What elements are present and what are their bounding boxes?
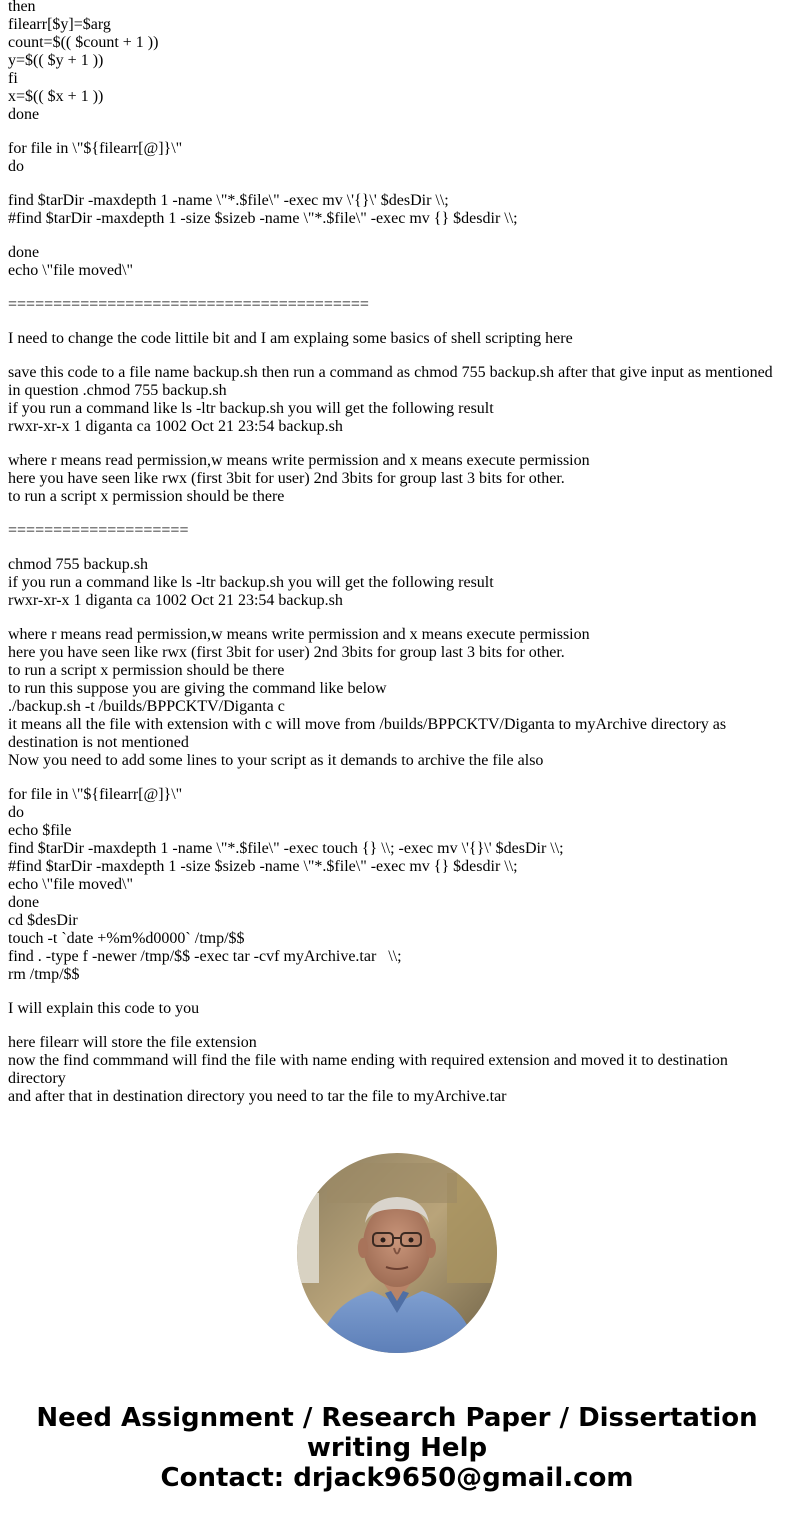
text-line: for file in \"${filearr[@]}\" bbox=[8, 786, 183, 803]
paragraph bbox=[8, 330, 784, 348]
text-line: do bbox=[8, 158, 24, 175]
text-line: chmod 755 backup.sh bbox=[8, 556, 148, 573]
text-line: I need to change the code littile bit and I am explaing some basics of shell scripting here bbox=[8, 330, 573, 347]
text-line: find . -type f -newer /tmp/$$ -exec tar -cvf myArchive.tar \\; bbox=[8, 948, 402, 965]
paragraph bbox=[8, 786, 784, 984]
text-line: if you run a command like ls -ltr backup.sh you will get the following result bbox=[8, 574, 494, 591]
text-line: echo \"file moved\" bbox=[8, 262, 134, 279]
text-line: touch -t `date +%m%d0000` /tmp/$$ bbox=[8, 930, 245, 947]
paragraph bbox=[8, 244, 784, 280]
text-line: done bbox=[8, 106, 40, 123]
text-line: #find $tarDir -maxdepth 1 -size $sizeb -name \"*.$file\" -exec mv {} $desdir \\; bbox=[8, 858, 518, 875]
text-line: find $tarDir -maxdepth 1 -name \"*.$file\" -exec touch {} \\; -exec mv \'{}\' $desDir \\; bbox=[8, 840, 564, 857]
paragraph bbox=[8, 192, 784, 228]
paragraph bbox=[8, 1000, 784, 1018]
author-avatar bbox=[297, 1153, 497, 1353]
text-line: ==================== bbox=[8, 522, 189, 539]
text-line: done bbox=[8, 244, 40, 261]
paragraph bbox=[8, 522, 784, 540]
text-line: filearr[$y]=$arg bbox=[8, 16, 111, 33]
text-line: cd $desDir bbox=[8, 912, 78, 929]
paragraph bbox=[8, 296, 784, 314]
text-line: fi bbox=[8, 70, 18, 87]
text-line: it means all the file with extension with c will move from /builds/BPPCKTV/Diganta to myArchive directory as destination is not mentioned bbox=[8, 716, 731, 751]
text-line: find $tarDir -maxdepth 1 -name \"*.$file\" -exec mv \'{}\' $desDir \\; bbox=[8, 192, 449, 209]
answer-body bbox=[8, 0, 784, 1122]
text-line: here you have seen like rwx (first 3bit for user) 2nd 3bits for group last 3 bits for other. bbox=[8, 470, 565, 487]
promo-contact: Contact: drjack9650@gmail.com bbox=[160, 1463, 634, 1493]
text-line: for file in \"${filearr[@]}\" bbox=[8, 140, 183, 157]
promo-line-2: writing Help bbox=[306, 1433, 488, 1463]
text-line: ./backup.sh -t /builds/BPPCKTV/Diganta c bbox=[8, 698, 285, 715]
portrait-photo-icon bbox=[297, 1153, 497, 1353]
paragraph bbox=[8, 626, 784, 770]
text-line: Now you need to add some lines to your script as it demands to archive the file also bbox=[8, 752, 544, 769]
text-line: ======================================== bbox=[8, 296, 369, 313]
text-line: rwxr-xr-x 1 diganta ca 1002 Oct 21 23:54 backup.sh bbox=[8, 592, 343, 609]
text-line: rm /tmp/$$ bbox=[8, 966, 80, 983]
text-line: rwxr-xr-x 1 diganta ca 1002 Oct 21 23:54 backup.sh bbox=[8, 418, 343, 435]
text-line: to run this suppose you are giving the command like below bbox=[8, 680, 387, 697]
text-line: here filearr will store the file extension bbox=[8, 1034, 257, 1051]
paragraph bbox=[8, 452, 784, 506]
text-line: #find $tarDir -maxdepth 1 -size $sizeb -name \"*.$file\" -exec mv {} $desdir \\; bbox=[8, 210, 518, 227]
text-line: to run a script x permission should be there bbox=[8, 488, 285, 505]
text-line: now the find commmand will find the file with name ending with required extension and moved it to destination directory bbox=[8, 1052, 732, 1087]
paragraph bbox=[8, 0, 784, 124]
paragraph bbox=[8, 364, 784, 436]
text-line: where r means read permission,w means write permission and x means execute permission bbox=[8, 626, 590, 643]
text-line: done bbox=[8, 894, 40, 911]
text-line: then bbox=[8, 0, 36, 15]
text-line: where r means read permission,w means write permission and x means execute permission bbox=[8, 452, 590, 469]
text-line: echo \"file moved\" bbox=[8, 876, 134, 893]
text-line: and after that in destination directory you need to tar the file to myArchive.tar bbox=[8, 1088, 507, 1105]
text-line: do bbox=[8, 804, 24, 821]
text-line: to run a script x permission should be there bbox=[8, 662, 285, 679]
text-line: x=$(( $x + 1 )) bbox=[8, 88, 104, 105]
promo-line-1: Need Assignment / Research Paper / Dissertation bbox=[36, 1403, 758, 1433]
promo-banner bbox=[0, 1403, 794, 1493]
text-line: count=$(( $count + 1 )) bbox=[8, 34, 159, 51]
paragraph bbox=[8, 556, 784, 610]
paragraph bbox=[8, 1034, 784, 1106]
text-line: y=$(( $y + 1 )) bbox=[8, 52, 104, 69]
text-line: I will explain this code to you bbox=[8, 1000, 200, 1017]
text-line: save this code to a file name backup.sh then run a command as chmod 755 backup.sh after that give input as mentioned in question .chmod 755 backup.sh bbox=[8, 364, 777, 399]
text-line: echo $file bbox=[8, 822, 72, 839]
paragraph bbox=[8, 140, 784, 176]
text-line: if you run a command like ls -ltr backup.sh you will get the following result bbox=[8, 400, 494, 417]
text-line: here you have seen like rwx (first 3bit for user) 2nd 3bits for group last 3 bits for other. bbox=[8, 644, 565, 661]
